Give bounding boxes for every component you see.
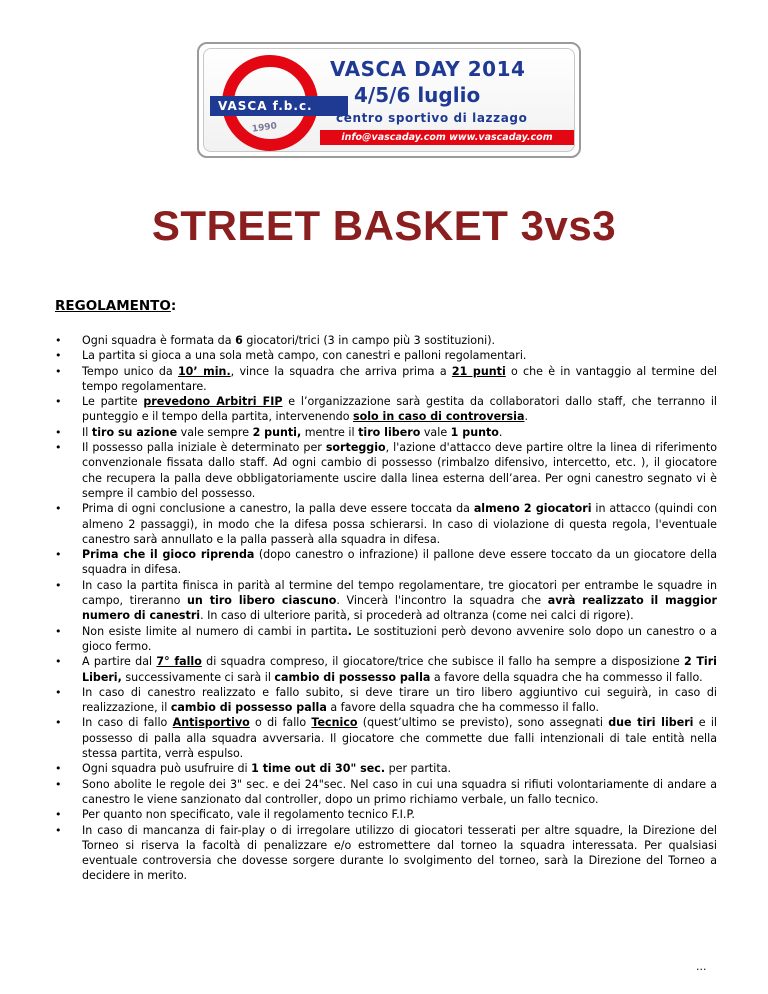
rules-heading-colon: : [170,298,177,314]
rule-text: Le sostituzioni però devono avvenire solo dopo un canestro o a gioco fermo. [82,624,717,653]
rule-text: Il possesso palla iniziale è determinato per [82,441,326,455]
rule-text: 7° fallo [156,655,202,669]
rule-text: . Vincerà l'incontro la squadra che [336,594,548,608]
logo-frame [203,48,575,152]
rule-text: Non esiste limite al numero di cambi in partita [82,624,348,638]
rule-text: La partita si gioca a una sola metà campo, con canestri e palloni regolamentari. [82,349,527,363]
rule-text: avrà realizzato il maggior numero di canestri [82,594,717,623]
rule-item [55,823,717,884]
rule-item [55,578,717,624]
rule-item [55,547,717,578]
rule-item [55,364,717,395]
rule-text: cambio di possesso palla [274,670,431,684]
rule-item [55,624,717,655]
page-title: STREET BASKET 3vs3 [151,202,617,249]
rule-text: 6 [235,334,243,347]
rule-text: 10’ min. [177,364,231,378]
rule-text: tiro su azione [91,425,178,439]
rule-text: . [347,624,352,638]
rule-text: in attacco (quindi con almeno 2 passaggi), in modo che la difesa possa schierarsi. In caso di violazione di questa regola, l'eventuale canestro sarà annullato e la palla passerà alla squadra in difesa. [82,502,717,546]
rule-text: Il [82,425,92,439]
rule-text: Ogni squadra è formata da [82,334,236,347]
rule-text: vale sempre [177,425,253,439]
rule-text: Sono abolite le regole dei 3" sec. e dei 24"sec. Nel caso in cui una squadra si rifiuti volontariamente di andare a canestro le viene sanzionato dal controller, dopo un primo richiamo verbale, un fallo tecnico. [82,777,717,806]
rule-text: a favore della squadra che ha commesso il fallo. [326,701,600,715]
rule-text: tiro libero [358,425,421,439]
rule-text: e l’organizzazione sarà gestita da collaboratori dallo staff, che terranno il punteggio e il tempo della partita, intervenendo [82,395,718,424]
logo-event-title: VASCA DAY 2014 [330,57,526,81]
rule-text: Tempo unico da [82,364,178,378]
rule-text: In caso di mancanza di fair-play o di irregolare utilizzo di giocatori tesserati per altre squadre, la Direzione del Torneo si riserva la facoltà di penalizzare e/o estromettere dal torneo la squadra interessata. Per qualsiasi eventuale controversia che dovesse sorgere durante lo svolgimento del torneo, sarà la Direzione del Torneo a decidere in merito. [82,823,717,883]
rule-item [55,777,717,808]
rule-text: Antisportivo [172,716,250,730]
rule-text: In caso di fallo [82,716,173,730]
event-logo [197,42,581,158]
rule-item [55,394,717,425]
rule-text: mentre il [301,425,359,439]
rule-text: 2 Tiri Liberi, [82,655,717,684]
rule-text: per partita. [385,762,452,776]
rule-text: un tiro libero ciascuno [187,594,337,608]
rule-text: Ogni squadra può usufruire di [82,762,252,776]
rule-text: Prima di ogni conclusione a canestro, la palla deve essere toccata da [82,502,474,516]
rule-text: A partire dal [82,655,157,669]
rule-text: di squadra compreso, il giocatore/trice che subisce il fallo ha sempre a disposizione [201,655,684,669]
rule-text: a favore della squadra che ha commesso il fallo. [430,670,703,684]
logo-org-name: VASCA f.b.c. [210,96,348,116]
rule-text: In caso la partita finisca in parità al termine del tempo regolamentare, tre giocatori per entrambe le squadre in campo, tireranno [82,578,717,608]
rule-text: . In caso di ulteriore parità, si procederà ad oltranza (come nei calci di rigore). [200,609,634,623]
rule-item [55,425,717,440]
logo-contact: info@vascaday.com www.vascaday.com [320,130,574,145]
rule-text: cambio di possesso palla [170,701,327,715]
rule-text: 1 punto [450,425,499,439]
rule-text: Tecnico [311,716,358,730]
rule-text: 21 punti [451,364,506,378]
rule-text: , vince la squadra che arriva prima a [230,364,452,378]
rule-item [55,654,717,685]
rules-heading [55,298,176,314]
rule-text: o che è in vantaggio al termine del tempo regolamentare. [82,364,717,393]
rule-item [55,685,717,716]
rule-text: almeno 2 giocatori [473,502,592,516]
rule-text: . [498,425,503,439]
rule-text: Prima che il gioco riprenda [82,548,255,562]
rule-item [55,440,717,501]
rules-list [55,333,717,884]
rule-text: Per quanto non specificato, vale il regolamento tecnico F.I.P. [82,808,415,822]
rule-text: giocatori/trici (3 in campo più 3 sostituzioni). [242,334,496,347]
rule-item [55,348,717,363]
rule-text: o di fallo [249,716,312,730]
rule-item [55,501,717,547]
rule-item [55,761,717,776]
rule-text: 2 punti, [252,425,302,439]
rule-text: due tiri liberi [608,716,694,730]
rules-heading-label: REGOLAMENTO [55,298,171,314]
rule-text: , l'azione d'attacco deve partire oltre la linea di riferimento convenzionale fissata dallo staff. Ad ogni cambio di possesso (rimbalzo difensivo, intercetto, etc. ), il giocatore che recupera la palla deve obbligatoriamente uscire dalla linea esterna dell’area. Per ogni canestro segnato vi è sempre il cambio del possesso. [82,441,717,500]
rule-text: (quest’ultimo se previsto), sono assegnati [357,716,609,730]
rule-text: solo in caso di controversia [353,410,525,424]
logo-event-venue: centro sportivo di lazzago [336,111,528,125]
rule-text: 1 time out di 30" sec. [251,762,386,776]
logo-event-dates: 4/5/6 luglio [354,83,481,107]
rule-text: prevedono Arbitri FIP [143,395,283,409]
logo-year: 1990 [251,121,278,135]
rule-text: Le partite [82,395,144,409]
rule-text: . [524,410,528,424]
rule-text: vale [420,425,451,439]
rule-text: (dopo canestro o infrazione) il pallone deve essere toccato da un giocatore della squadra in difesa. [82,548,717,577]
rule-text: sorteggio [325,441,386,455]
rule-text: In caso di canestro realizzato e fallo subito, si deve tirare un tiro libero aggiuntivo cui seguirà, in caso di realizzazione, il [82,685,717,715]
rule-text: e il possesso di palla alla squadra avversaria. Il giocatore che commette due falli intenzionali di tale entità nella stessa partita, verrà espulso. [82,716,718,761]
rule-item [55,715,717,761]
rule-item [55,807,717,822]
rule-text: successivamente ci sarà il [121,670,275,684]
continuation-mark: ... [696,960,707,973]
rule-item [55,333,717,348]
